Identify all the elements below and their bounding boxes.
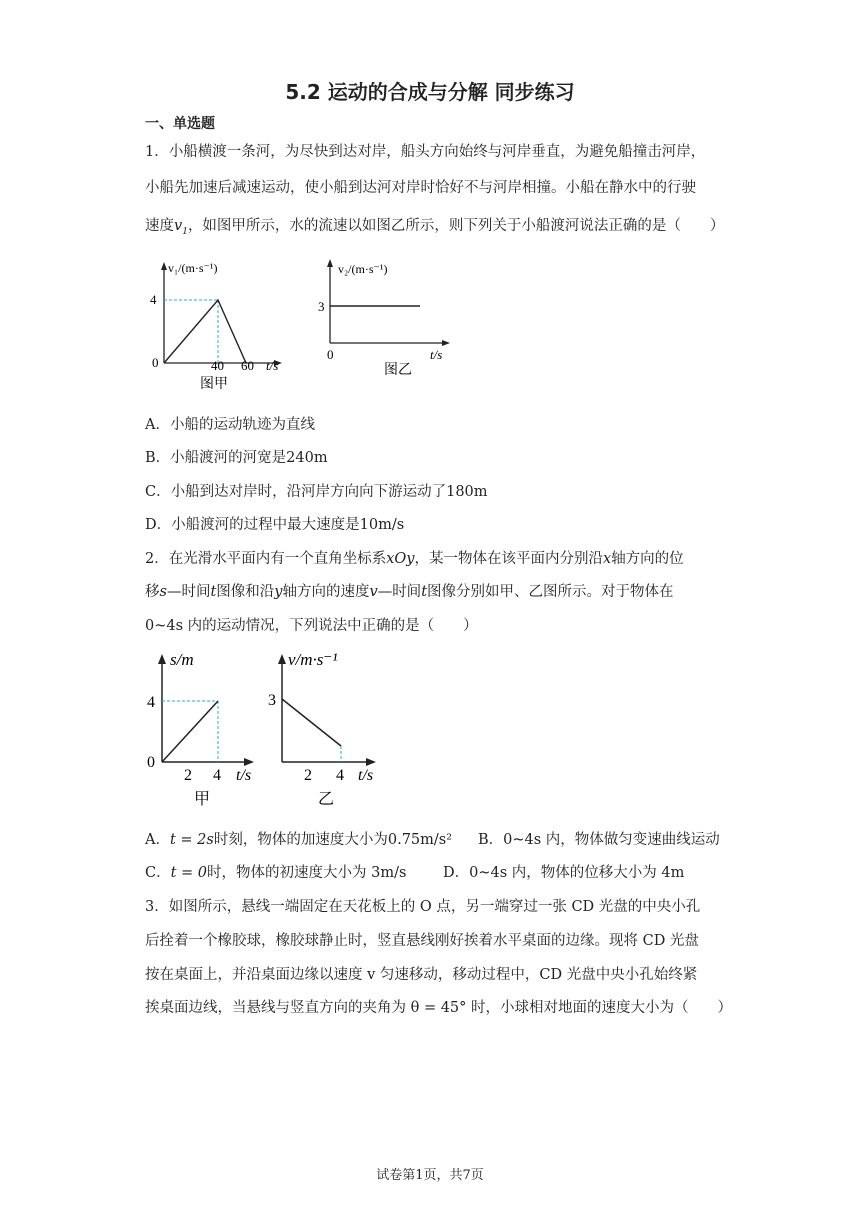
q1-fig1-tick-4: 4 <box>150 292 157 307</box>
q2-option-c-time: t = 0 <box>170 865 208 881</box>
q1-fig1-ylabel: v₁/(m·s⁻¹) <box>168 261 218 275</box>
q2-fig2-ylabel: v/m·s⁻¹ <box>288 650 338 669</box>
q1-fig2-x-arrow <box>442 340 450 346</box>
q2-fig1-tick-4: 4 <box>147 694 155 711</box>
q2-figure-yi <box>266 646 392 811</box>
q1-figure-yi <box>318 253 458 383</box>
q1-fig2-ylabel: v₂/(m·s⁻¹) <box>338 262 388 276</box>
q1-line3-end: ，如图甲所示，水的流速以如图乙所示，则下列关于小船渡河说法正确的是（ ） <box>187 218 725 234</box>
q2-fig2-xlabel: t/s <box>358 767 374 784</box>
q1-fig2-tick-3: 3 <box>318 299 325 314</box>
q2-fig1-caption: 甲 <box>194 791 211 808</box>
q2-fig1-tick-4x: 4 <box>213 767 221 784</box>
q1-option-a: A．小船的运动轨迹为直线 <box>145 417 315 433</box>
q2-option-a-label: A． <box>145 832 170 848</box>
q2-option-a-value: 0.75m/s² <box>387 832 453 848</box>
q2-option-d: D．0~4s 内，物体的位移大小为 4m <box>443 865 685 881</box>
q2-line1 <box>145 547 684 568</box>
q1-fig2-xlabel: t/s <box>430 347 443 362</box>
q1-line2: 小船先加速后减速运动，使小船到达河对岸时恰好不与河岸相撞。小船在静水中的行驶 <box>145 180 696 196</box>
q2-fig2-tick-4: 4 <box>336 767 344 784</box>
q1-fig1-tick-40: 40 <box>211 358 224 373</box>
q1-fig1-xlabel: t/s <box>266 358 279 373</box>
q2-xoy: xOy <box>386 551 415 567</box>
q2-line2-c: —时间 <box>166 584 211 600</box>
q2-fig1-xlabel: t/s <box>236 767 252 784</box>
q2-t1: t <box>210 584 217 600</box>
q3-line1: 3．如图所示，悬线一端固定在天花板上的 O 点，另一端穿过一张 CD 光盘的中央小孔 <box>145 899 701 915</box>
q2-line2-k: 图像分别如甲、乙图所示。对于物体在 <box>427 584 674 600</box>
q1-fig2-caption: 图乙 <box>384 363 412 378</box>
q2-option-a-text: 时刻，物体的加速度大小为 <box>213 832 388 848</box>
q3-line2: 后拴着一个橡胶球，橡胶球静止时，竖直悬线刚好挨着水平桌面的边缘。现将 CD 光盘 <box>145 933 699 949</box>
q1-option-b: B．小船渡河的河宽是240m <box>145 450 328 466</box>
q1-fig1-origin: 0 <box>152 355 159 370</box>
q1-fig2-origin: 0 <box>327 347 334 362</box>
q1-fig1-y-arrow <box>161 262 167 270</box>
q2-t2: t <box>421 584 428 600</box>
q2-line2-a: 移 <box>145 584 160 600</box>
q2-option-c-text: 时，物体的初速度大小为 3m/s <box>207 865 407 881</box>
q3-line4: 挨桌面边线，当悬线与竖直方向的夹角为 θ = 45° 时，小球相对地面的速度大小为（ ） <box>145 1000 733 1016</box>
q2-fig1-y-arrow <box>158 654 166 664</box>
q2-line2-i: —时间 <box>377 584 422 600</box>
q1-fig1-graph <box>164 300 246 363</box>
q1-line1: 1．小船横渡一条河，为尽快到达对岸，船头方向始终与河岸垂直，为避免船撞击河岸， <box>145 144 706 160</box>
q2-option-a-time: t = 2s <box>169 832 214 848</box>
q2-x: x <box>603 551 612 567</box>
q2-fig1-x-arrow <box>244 758 254 766</box>
q2-y: y <box>274 584 283 600</box>
q2-fig2-caption: 乙 <box>318 791 335 808</box>
v1-symbol: $v_1$ <box>174 218 188 237</box>
section-heading: 一、单选题 <box>145 116 215 132</box>
q1-fig1-tick-60: 60 <box>241 358 254 373</box>
q2-line2 <box>145 580 674 601</box>
q1-line3 <box>145 214 724 237</box>
q2-fig1-tick-2: 2 <box>184 767 192 784</box>
page-title: 5.2 运动的合成与分解 同步练习 <box>285 80 575 104</box>
q2-line2-e: 图像和沿 <box>216 584 275 600</box>
page-footer: 试卷第1页，共7页 <box>376 1168 484 1183</box>
q2-figure-jia <box>144 646 264 811</box>
q2-line1-c: ，某一物体在该平面内分别沿 <box>414 551 603 567</box>
q2-option-c <box>145 861 406 882</box>
q2-option-c-label: C． <box>145 865 171 881</box>
q2-fig2-x-arrow <box>366 758 376 766</box>
q2-fig2-tick-2: 2 <box>304 767 312 784</box>
q2-fig2-tick-3: 3 <box>268 692 276 709</box>
q1-fig2-y-arrow <box>327 259 333 267</box>
q1-line3-start: 速度 <box>145 218 174 234</box>
q1-figure-jia <box>148 258 288 398</box>
q2-fig1-ylabel: s/m <box>170 650 194 669</box>
q2-line1-a: 2．在光滑水平面内有一个直角坐标系 <box>145 551 387 567</box>
q2-fig1-origin: 0 <box>147 754 155 771</box>
q2-line1-e: 轴方向的位 <box>611 551 684 567</box>
q2-fig1-graph <box>162 701 218 762</box>
q2-option-a <box>145 828 452 849</box>
q2-v: v <box>369 584 378 600</box>
q2-line2-g: 轴方向的速度 <box>282 584 370 600</box>
q1-option-c: C．小船到达对岸时，沿河岸方向向下游运动了180m <box>145 484 488 500</box>
q1-fig1-caption: 图甲 <box>200 377 228 392</box>
q2-s: s <box>159 584 167 600</box>
q2-line3: 0~4s 内的运动情况，下列说法中正确的是（ ） <box>145 618 478 634</box>
q2-option-b: B．0~4s 内，物体做匀变速曲线运动 <box>478 832 720 848</box>
q3-line3: 按在桌面上，并沿桌面边缘以速度 v 匀速移动，移动过程中，CD 光盘中央小孔始终紧 <box>145 967 698 983</box>
q1-option-d: D．小船渡河的过程中最大速度是10m/s <box>145 517 405 533</box>
q2-fig2-y-arrow <box>278 654 286 664</box>
q2-fig2-graph <box>282 699 341 746</box>
